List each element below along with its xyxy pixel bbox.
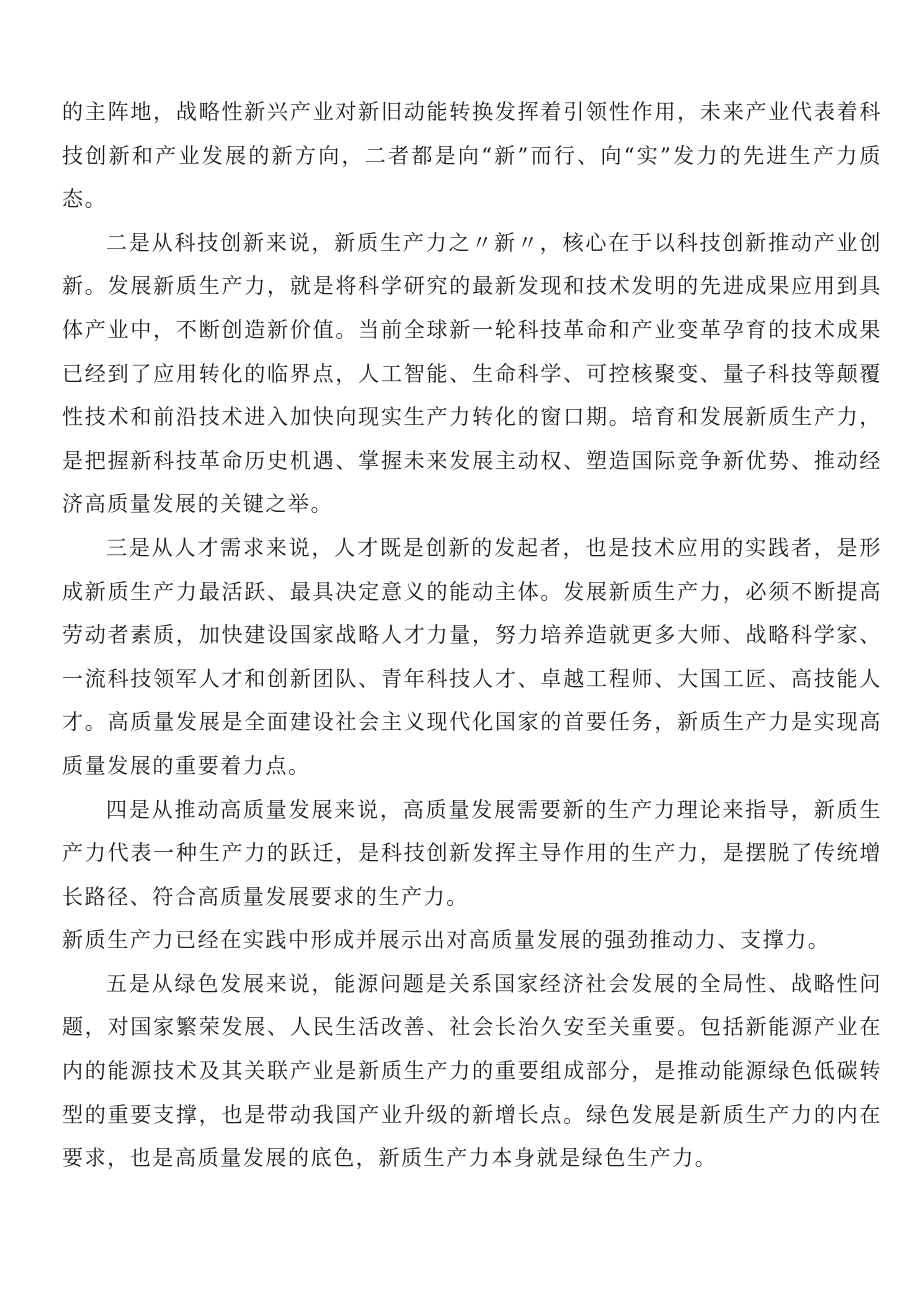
paragraph-high-quality-development: 四是从推动高质量发展来说，高质量发展需要新的生产力理论来指导，新质生产力代表一种生产力的跃迁，是科技创新发挥主导作用的生产力，是摆脱了传统增长路径、符合高质量发展要求的生产力。 <box>62 797 882 909</box>
paragraph-tech-innovation: 二是从科技创新来说，新质生产力之〃新〃，核心在于以科技创新推动产业创新。发展新质生产力，就是将科学研究的最新发现和技术发明的先进成果应用到具体产业中，不断创造新价值。当前全球新一轮科技革命和产业变革孕育的技术成果已经到了应用转化的临界点，人工智能、生命科学、可控核聚变、量子科技等颠覆性技术和前沿技术进入加快向现实生产力转化的窗口期。培育和发展新质生产力，是把握新科技革命历史机遇、掌握未来发展主动权、塑造国际竞争新优势、推动经济高质量发展的关键之举。 <box>62 230 882 517</box>
paragraph-practice-statement: 新质生产力已经在实践中形成并展示出对高质量发展的强劲推动力、支撑力。 <box>62 928 831 953</box>
paragraph-green-development: 五是从绿色发展来说，能源问题是关系国家经济社会发展的全局性、战略性问题，对国家繁荣发展、人民生活改善、社会长治久安至关重要。包括新能源产业在内的能源技术及其关联产业是新质生产力的重要组成部分，是推动能源绿色低碳转型的重要支撑，也是带动我国产业升级的新增长点。绿色发展是新质生产力的内在要求，也是高质量发展的底色，新质生产力本身就是绿色生产力。 <box>62 971 882 1171</box>
document-body <box>62 91 882 1181</box>
paragraph-talent-demand: 三是从人才需求来说，人才既是创新的发起者，也是技术应用的实践者，是形成新质生产力最活跃、最具决定意义的能动主体。发展新质生产力，必须不断提高劳动者素质，加快建设国家战略人才力量，努力培养造就更多大师、战略科学家、一流科技领军人才和创新团队、青年科技人才、卓越工程师、大国工匠、高技能人才。高质量发展是全面建设社会主义现代化国家的首要任务，新质生产力是实现高质量发展的重要着力点。 <box>62 535 882 778</box>
paragraph-continuation: 的主阵地，战略性新兴产业对新旧动能转换发挥着引领性作用，未来产业代表着科技创新和产业发展的新方向，二者都是向“新”而行、向“实”发力的先进生产力质态。 <box>62 100 882 212</box>
